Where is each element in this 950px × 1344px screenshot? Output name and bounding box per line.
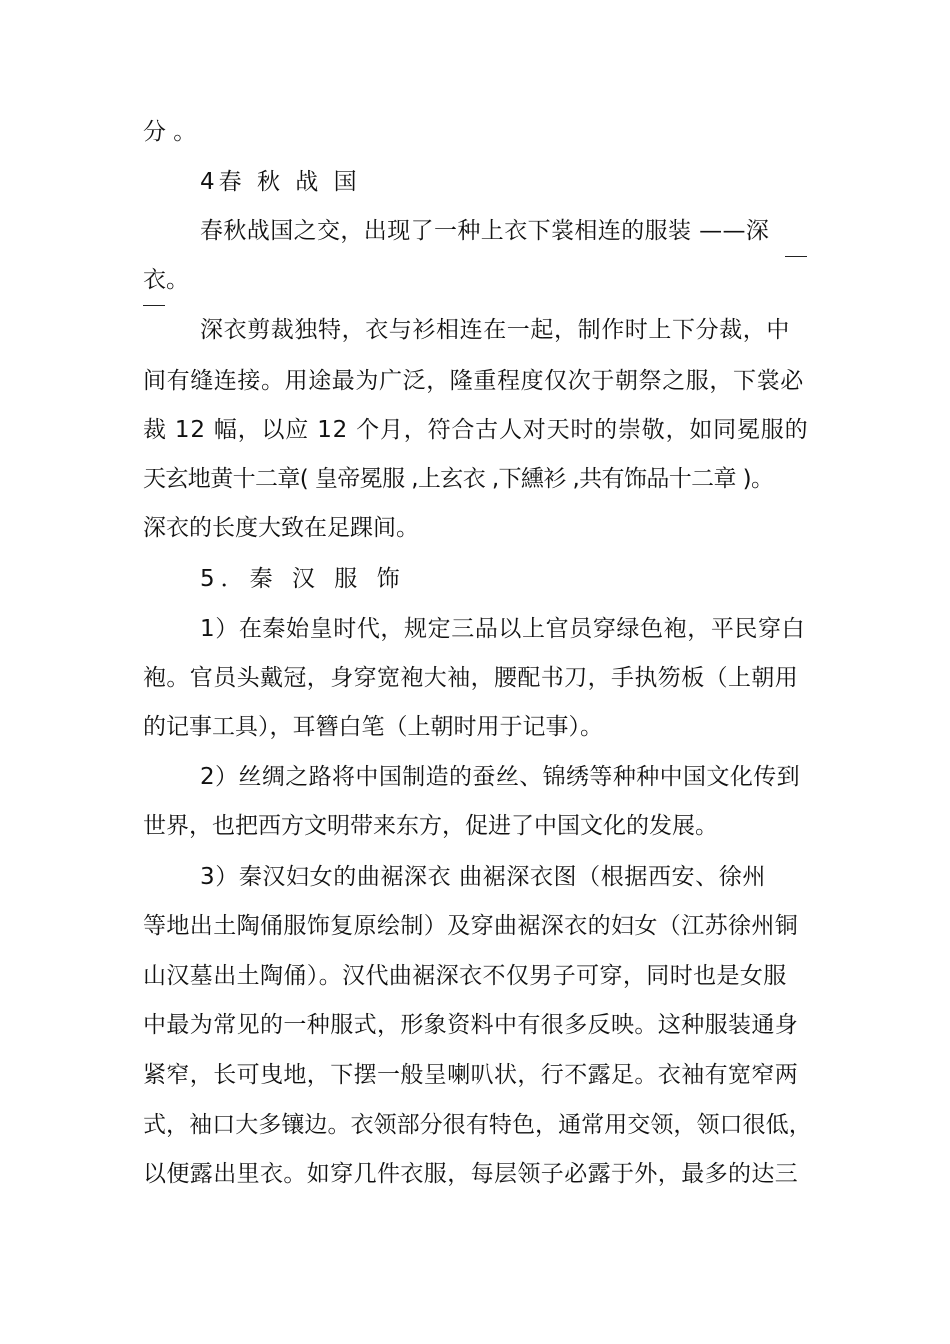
underline-mark <box>785 256 807 257</box>
text-line-18: 山汉墓出土陶俑）。汉代曲裾深衣不仅男子可穿，同时也是女服 <box>143 963 787 989</box>
text-line-5: 深衣剪裁独特，衣与衫相连在一起，制作时上下分裁，中 <box>200 317 790 343</box>
text-line-15: 世界，也把西方文明带来东方，促进了中国文化的发展。 <box>143 813 718 839</box>
text-line-8: 天玄地黄十二章( 皇帝冕服 ,上玄衣 ,下纁衫 ,共有饰品十二章 )。 <box>143 466 774 492</box>
text-line-20: 紧窄，长可曳地，下摆一般呈喇叭状，行不露足。衣袖有宽窄两 <box>143 1062 799 1088</box>
text-line-3: 春秋战国之交，出现了一种上衣下裳相连的服装 ——深 <box>200 218 770 244</box>
text-line-6: 间有缝连接。用途最为广泛，隆重程度仅次于朝祭之服，下裳必 <box>143 368 804 394</box>
text-line-4: 衣。 <box>143 267 189 293</box>
underline-mark <box>143 305 165 306</box>
section-heading-qinhan: 5．秦 汉 服 饰 <box>200 566 406 592</box>
text-line-1: 分 。 <box>143 119 197 145</box>
text-line-17: 等地出土陶俑服饰复原绘制）及穿曲裾深衣的妇女（江苏徐州铜 <box>143 913 799 939</box>
section-heading-chunqiu: 4春 秋 战 国 <box>200 169 361 195</box>
text-line-12: 袍。官员头戴冠，身穿宽袍大袖，腰配书刀，手执笏板（上朝用 <box>143 665 799 691</box>
text-line-13: 的记事工具），耳簪白笔（上朝时用于记事）。 <box>143 714 603 740</box>
text-line-11: 1）在秦始皇时代，规定三品以上官员穿绿色袍，平民穿白 <box>200 616 806 642</box>
text-line-16: 3）秦汉妇女的曲裾深衣 曲裾深衣图（根据西安、徐州 <box>200 864 766 890</box>
text-line-9: 深衣的长度大致在足踝间。 <box>143 515 419 541</box>
text-line-7: 裁 12 幅，以应 12 个月，符合古人对天时的崇敬，如同冕服的 <box>143 417 809 443</box>
text-line-21: 式，袖口大多镶边。衣领部分很有特色，通常用交领，领口很低， <box>143 1112 812 1138</box>
text-line-14: 2）丝绸之路将中国制造的蚕丝、锦绣等种种中国文化传到 <box>200 764 801 790</box>
text-line-19: 中最为常见的一种服式，形象资料中有很多反映。这种服装通身 <box>143 1012 799 1038</box>
text-line-22: 以便露出里衣。如穿几件衣服，每层领子必露于外，最多的达三 <box>143 1161 799 1187</box>
